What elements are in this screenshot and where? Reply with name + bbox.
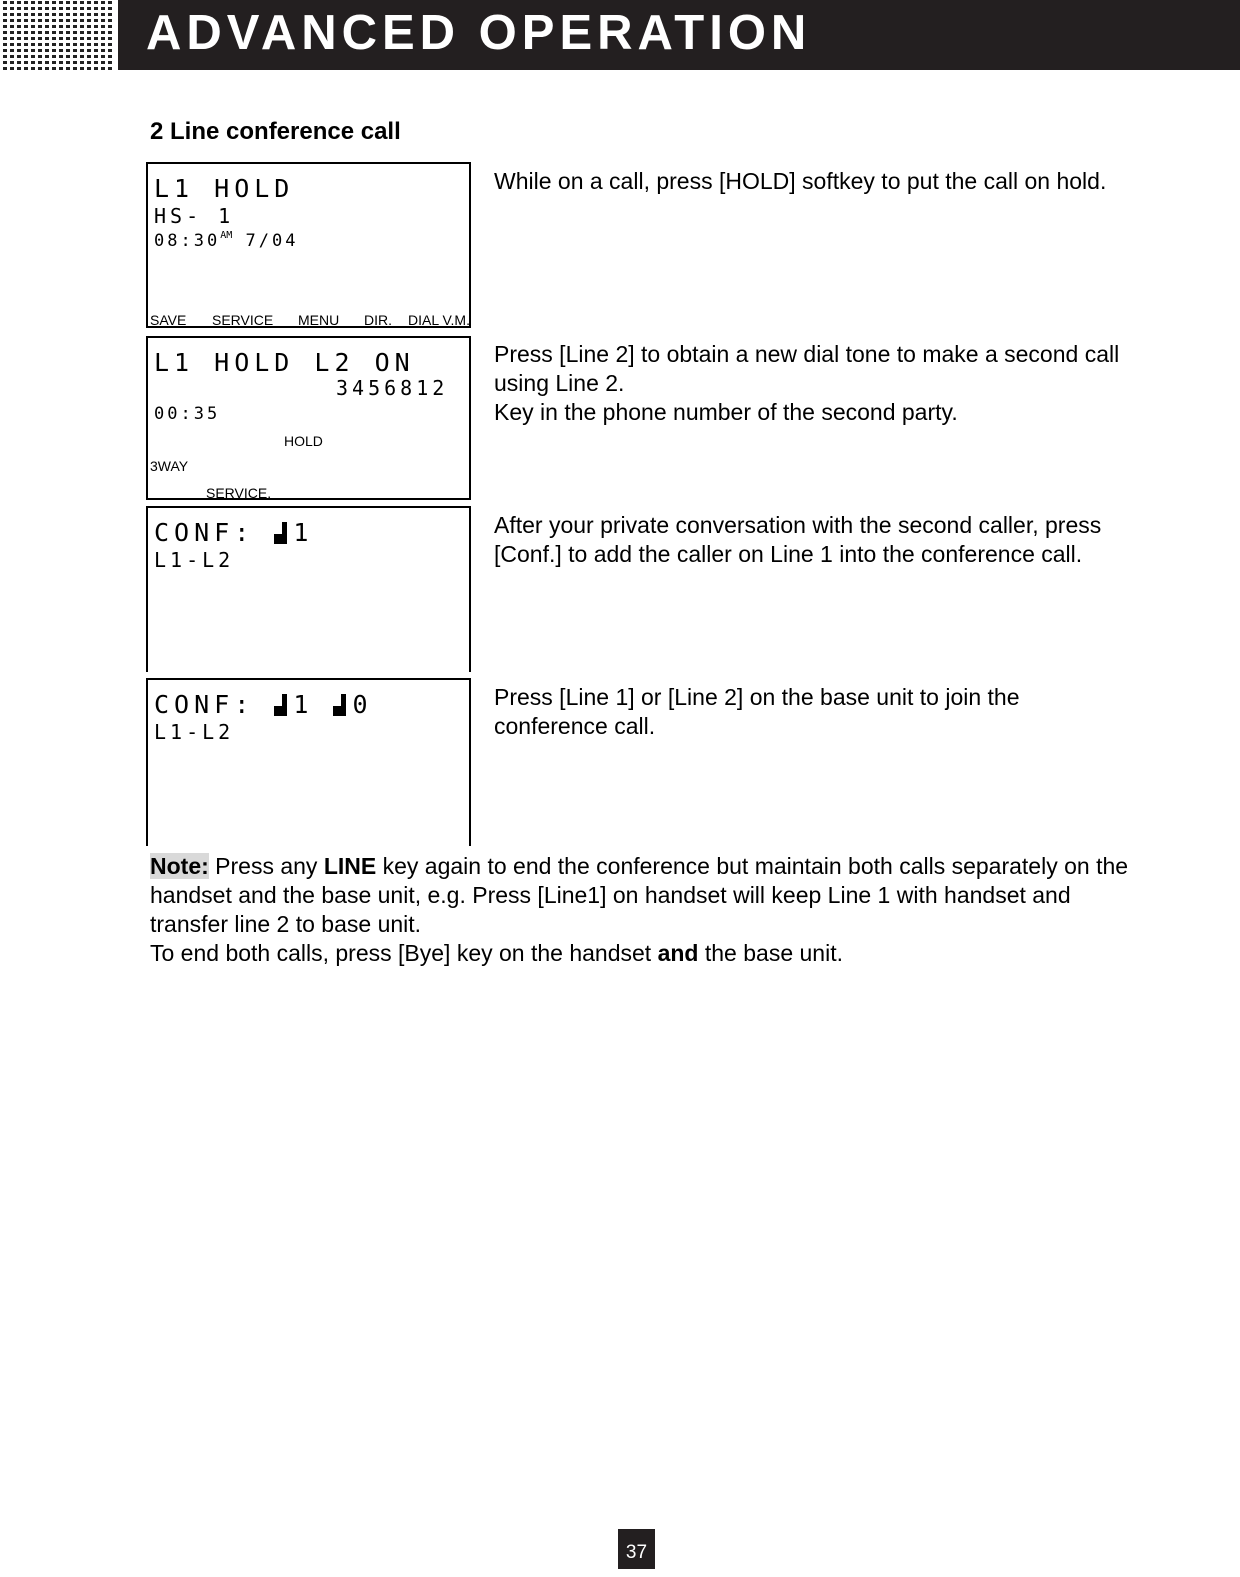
lcd-screen-conf <box>146 506 471 672</box>
step-3-text: After your private conversation with the second caller, press [Conf.] to add the caller on Line 1 into the conference call. <box>494 512 1102 567</box>
note-and-keyword: and <box>657 940 699 966</box>
handset-icon <box>274 694 287 716</box>
step-2-line-b: Key in the phone number of the second party. <box>494 399 958 425</box>
softkey-3way[interactable]: 3WAY <box>150 458 189 474</box>
softkey-service[interactable]: SERVICE. <box>206 485 272 501</box>
page-number: 37 <box>618 1529 655 1569</box>
lcd-line-lines: L1-L2 <box>154 720 235 744</box>
note-text-4: the base unit. <box>698 940 843 966</box>
lcd-conf-label: CONF: <box>154 690 255 719</box>
lcd-conf-count-b: 0 <box>352 690 373 719</box>
lcd-screen-hold <box>146 162 471 328</box>
note-line-keyword: LINE <box>323 853 377 879</box>
step-1-text: While on a call, press [HOLD] softkey to put the call on hold. <box>494 168 1107 194</box>
step-2-line-a: Press [Line 2] to obtain a new dial tone to make a second call using Line 2. <box>494 341 1120 396</box>
lcd-date: 7/04 <box>245 231 299 251</box>
note-paragraph <box>150 852 1140 968</box>
lcd-conf-count-a: 1 <box>293 690 314 719</box>
lcd-line-handset: HS- 1 <box>154 204 235 228</box>
softkey-dir[interactable]: DIR. <box>364 312 392 328</box>
lcd-screen-conf-join <box>146 678 471 846</box>
header-bar <box>118 0 1240 70</box>
lcd-conf-count: 1 <box>293 518 314 547</box>
lcd-line-status: L1 HOLD <box>154 174 295 203</box>
lcd-line-timer: 00:35 <box>154 404 221 424</box>
header-logo <box>0 0 112 70</box>
handset-icon <box>274 522 287 544</box>
lcd-line-conf <box>154 690 373 719</box>
softkey-menu[interactable]: MENU <box>298 312 340 328</box>
lcd-line-datetime <box>154 230 298 251</box>
lcd-line-number: 3456812 <box>336 376 449 400</box>
page-title: ADVANCED OPERATION <box>146 6 812 60</box>
lcd-time: 08:30 <box>154 231 221 251</box>
lcd-line-status: L1 HOLD L2 ON <box>154 348 415 377</box>
section-title: 2 Line conference call <box>150 118 401 145</box>
softkey-dial-vm[interactable]: DIAL V.M. <box>408 312 470 328</box>
softkey-hold[interactable]: HOLD <box>284 433 323 449</box>
handset-icon <box>333 694 346 716</box>
lcd-conf-label: CONF: <box>154 518 255 547</box>
lcd-screen-line2 <box>146 336 471 500</box>
note-label: Note: <box>150 853 209 879</box>
lcd-line-conf <box>154 518 313 547</box>
note-text-1: Press any <box>208 853 324 879</box>
softkey-service[interactable]: SERVICE <box>212 312 274 328</box>
lcd-line-lines: L1-L2 <box>154 548 235 572</box>
softkey-save[interactable]: SAVE <box>150 312 187 328</box>
note-text-3: To end both calls, press [Bye] key on the handset <box>150 940 658 966</box>
step-4-text: Press [Line 1] or [Line 2] on the base unit to join the conference call. <box>494 684 1020 739</box>
step-2-text <box>494 340 1134 427</box>
lcd-ampm: AM <box>220 230 233 241</box>
note-text-2: key again to end the conference but maintain both calls separately on the handset and the base unit, e.g. Press [Line1] on handset will keep Line 1 with handset and transfer line 2 to base unit. <box>150 853 1129 937</box>
